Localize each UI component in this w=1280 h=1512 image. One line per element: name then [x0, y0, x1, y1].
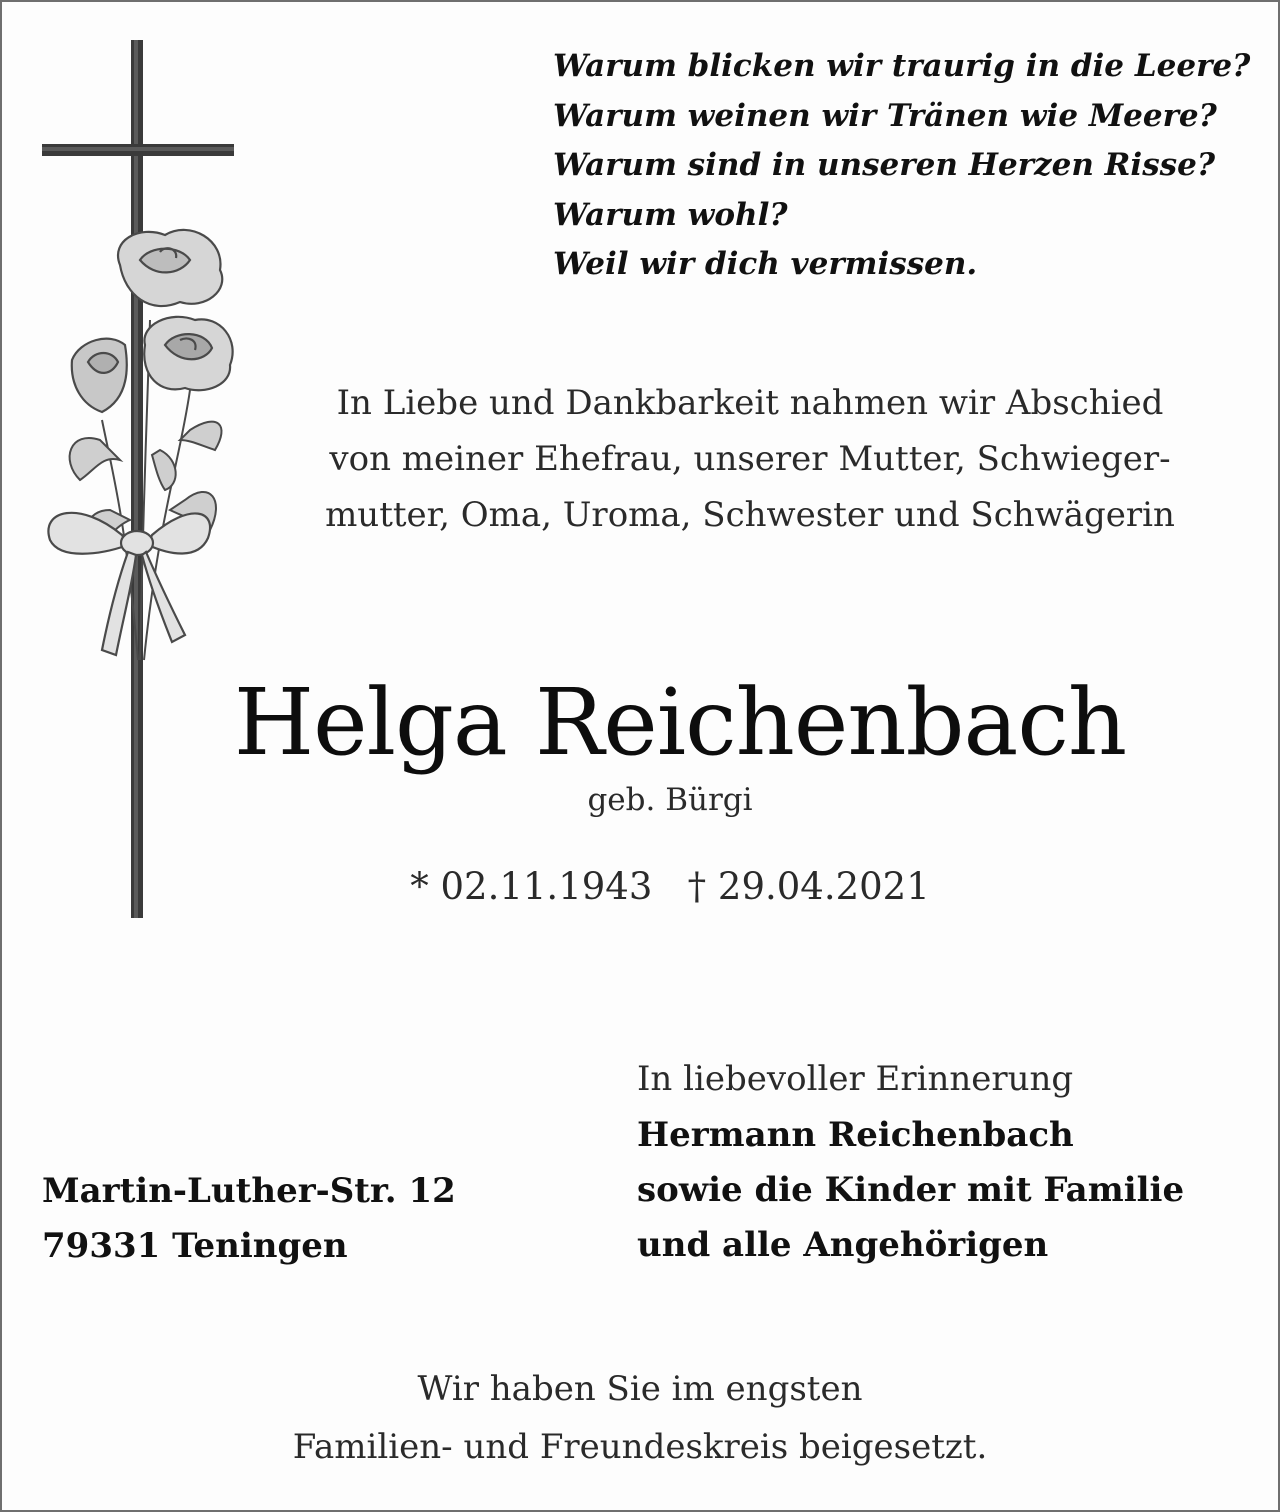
address-street: Martin-Luther-Str. 12 — [42, 1171, 456, 1211]
poem — [553, 42, 1253, 290]
closing-line: Familien- und Freundeskreis beigesetzt. — [292, 1427, 988, 1467]
mourner-line: Hermann Reichenbach — [637, 1115, 1074, 1155]
closing-line: Wir haben Sie im engsten — [417, 1369, 863, 1409]
poem-line: Warum blicken wir traurig in die Leere? — [553, 48, 1251, 84]
cross-with-roses-icon — [40, 40, 240, 920]
memory-intro: In liebevoller Erinnerung — [637, 1059, 1074, 1099]
deceased-name: Helga Reichenbach — [233, 669, 1127, 776]
poem-line: Weil wir dich vermissen. — [553, 246, 978, 282]
poem-line: Warum sind in unseren Herzen Risse? — [553, 147, 1215, 183]
intro-line: von meiner Ehefrau, unserer Mutter, Schwieger- — [329, 439, 1171, 479]
mourner-line: und alle Angehörigen — [637, 1225, 1049, 1265]
mourner-line: sowie die Kinder mit Familie — [637, 1170, 1185, 1210]
life-dates: * 02.11.1943 † 29.04.2021 — [410, 865, 930, 908]
mourners-list — [637, 1108, 1257, 1273]
poem-line: Warum weinen wir Tränen wie Meere? — [553, 97, 1217, 134]
intro-line: In Liebe und Dankbarkeit nahmen wir Abschied — [336, 383, 1164, 423]
address-city: 79331 Teningen — [42, 1226, 348, 1266]
address — [42, 1164, 542, 1274]
birth-name: geb. Bürgi — [587, 782, 753, 818]
farewell-intro — [290, 375, 1210, 543]
burial-note — [240, 1360, 1040, 1476]
poem-line: Warum wohl? — [553, 196, 788, 233]
intro-line: mutter, Oma, Uroma, Schwester und Schwägerin — [325, 495, 1175, 535]
